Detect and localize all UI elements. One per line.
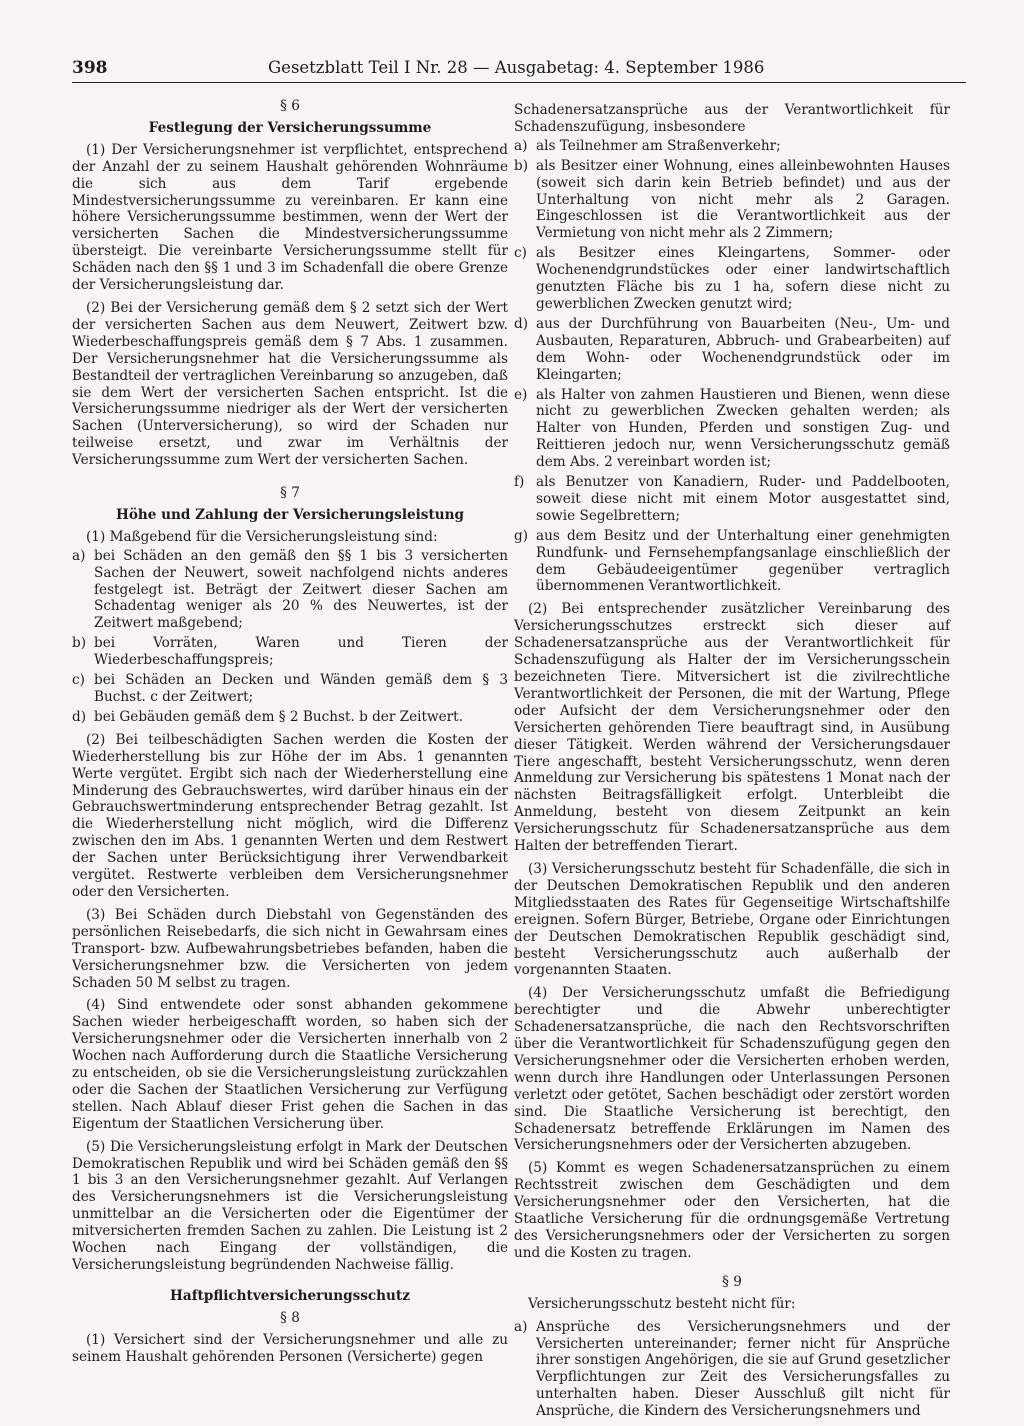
liability-heading: Haftpflichtversicherungsschutz: [170, 1287, 410, 1304]
section-9-list: [514, 1319, 950, 1420]
section-7-list: [72, 548, 508, 726]
section-8-paragraph-5: (5) Kommt es wegen Schadenersatzansprüchen zu einem Rechtsstreit zwischen dem Geschädigten und dem Versicherungsnehmer oder den Versicherten, hat die Staatliche Versicherung für die ordnungsgemäße Vertretung des Versicherungsnehmers oder der Versicherten zu sorgen und die Kosten zu tragen.: [514, 1160, 950, 1261]
section-8-list: [514, 138, 950, 596]
section-7-paragraph-2: (2) Bei teilbeschädigten Sachen werden die Kosten der Wiederherstellung bis zur Höhe der im Abs. 1 genannten Werte vergütet. Ergibt sich nach der Wiederherstellung eine Minderung des Gebrauchswertes, wird darüber hinaus ein der Gebrauchswertminderung entsprechender Betrag gezahlt. Ist die Wiederherstellung nicht möglich, wird die Differenz zwischen den im Abs. 1 genannten Werten und dem Restwert der Sachen unter Berücksichtigung ihrer Verwendbarkeit vergütet. Restwerte verbleiben dem Versicherungsnehmer oder den Versicherten.: [72, 731, 508, 900]
right-column: [514, 102, 950, 1426]
section-7-paragraph-3: (3) Bei Schäden durch Diebstahl von Gegenständen des persönlichen Reisebedarfs, die sich nicht in Gewahrsam eines Transport- bzw. Aufbewahrungsbetriebes befanden, haben die Versicherungsnehmer bzw. die Versicherten von jedem Schaden 50 M selbst zu tragen.: [72, 906, 508, 991]
section-8-paragraph-2: (2) Bei entsprechender zusätzlicher Vereinbarung des Versicherungsschutzes erstreckt sich dieser auf Schadenersatzansprüche aus der Verantwortlichkeit für Schadenszufügung als Halter der im Versicherungsschein bezeichneten Tiere. Mitversichert ist die zivilrechtliche Verantwortlichkeit der Personen, die mit der Wartung, Pflege oder Aufsicht der dem Versicherungsnehmer oder den Versicherten gehörenden Tiere beauftragt sind, in Ausübung dieser Tätigkeit. Werden während der Versicherungsdauer Tiere angeschafft, besteht Versicherungsschutz, wenn deren Anmeldung zur Versicherung bis spätestens 1 Monat nach der nächsten Beitragsfälligkeit erfolgt. Unterbleibt die Anmeldung, besteht von diesem Zeitpunkt an kein Versicherungsschutz für Schadenersatzansprüche aus dem Halten der betreffenden Tierart.: [514, 601, 950, 855]
list-item: a) Ansprüche des Versicherungsnehmers und der Versicherten untereinander; ferner nicht für Ansprüche ihrer sonstigen Angehörigen, die sie auf Grund gesetzlicher Verpflichtungen zur Zeit des Versicherungsfalles zu unterhalten haben. Dieser Ausschluß gilt nicht für Ansprüche, die Kindern des Versicherungsnehmers und: [514, 1318, 950, 1420]
section-6-heading: Festlegung der Versicherungssumme: [148, 119, 432, 136]
section-9-number: § 9: [722, 1273, 742, 1290]
section-6-paragraph-1: (1) Der Versicherungsnehmer ist verpflichtet, entsprechend der Anzahl der zu seinem Haushalt gehörenden Wohnräume die sich aus dem Tarif ergebende Mindestversicherungssumme zu vereinbaren. Er kann eine höhere Versicherungssumme bestimmen, wenn der Wert der versicherten Sachen die Mindestversicherungssumme übersteigt. Die vereinbarte Versicherungssumme stellt für Schäden nach den §§ 1 und 3 im Schadenfall die obere Grenze der Versicherungsleistung dar.: [72, 141, 508, 294]
section-7-paragraph-1-intro: (1) Maßgebend für die Versicherungsleistung sind:: [86, 528, 438, 545]
list-item: a) bei Schäden an den gemäß den §§ 1 bis 3 versicherten Sachen der Neuwert, soweit nachfolgend nichts anderes festgelegt ist. Beträgt der Zeitwert dieser Sachen am Schadentag weniger als 20 % des Neuwertes, ist der Zeitwert maßgebend;: [72, 547, 508, 632]
section-8-paragraph-4: (4) Der Versicherungsschutz umfaßt die Befriedigung berechtigter und die Abwehr unberechtigter Schadenersatzansprüche, die nach den Rechtsvorschriften über die Verantwortlichkeit für Schadenszufügung gegen den Versicherungsnehmer oder die Versicherten erhoben werden, wenn durch ihre Handlungen oder Unterlassungen Personen verletzt oder getötet, Sachen beschädigt oder zerstört worden sind. Die Staatliche Versicherung ist berechtigt, den Schadenersatz betreffende Erklärungen im Namen des Versicherungsnehmers oder der Versicherten abzugeben.: [514, 985, 950, 1154]
section-6-paragraph-2: (2) Bei der Versicherung gemäß dem § 2 setzt sich der Wert der versicherten Sachen aus dem Neuwert, Zeitwert bzw. Wiederbeschaffungspreis gemäß dem § 7 Abs. 1 zusammen. Der Versicherungsnehmer hat die Versicherungssumme als Bestandteil der vertraglichen Vereinbarung so anzugeben, daß sie dem Wert der versicherten Sachen entspricht. Ist die Versicherungssumme niedriger als der Wert der versicherten Sachen (Unterversicherung), so wird der Schaden nur teilweise ersetzt, und zwar im Verhältnis der Versicherungssumme zum Wert der versicherten Sachen.: [72, 299, 508, 469]
section-7-number: § 7: [280, 485, 300, 502]
section-8-paragraph-3: (3) Versicherungsschutz besteht für Schadenfälle, die sich in der Deutschen Demokratischen Republik und den anderen Mitgliedsstaaten des Rates für Gegenseitige Wirtschaftshilfe ereignen. Sofern Bürger, Betriebe, Organe oder Einrichtungen der Deutschen Demokratischen Republik geschädigt sind, besteht Versicherungsschutz auch außerhalb der vorgenannten Staaten.: [514, 860, 950, 979]
list-item: b) als Besitzer einer Wohnung, eines alleinbewohnten Hauses (soweit sich darin kein Betrieb befindet) und aus der Unterhaltung von nicht mehr als 2 Garagen. Eingeschlossen ist die Verantwortlichkeit aus der Vermietung von nicht mehr als 2 Zimmern;: [514, 157, 950, 242]
list-item: d) aus der Durchführung von Bauarbeiten (Neu-, Um- und Ausbauten, Reparaturen, Abbruch- und Grabearbeiten) auf dem Wohn- oder Wochenendgrundstück oder im Kleingarten;: [514, 315, 950, 383]
list-item: g) aus dem Besitz und der Unterhaltung einer genehmigten Rundfunk- und Fernsehempfangsanlage einschließlich der dem Gebäudeeigentümer gegenüber vertraglich übernommenen Verantwortlichkeit.: [514, 527, 950, 595]
gazette-title: Gesetzblatt Teil I Nr. 28 — Ausgabetag: 4. September 1986: [268, 58, 765, 77]
list-item: d) bei Gebäuden gemäß dem § 2 Buchst. b der Zeitwert.: [72, 708, 463, 725]
section-7-heading: Höhe und Zahlung der Versicherungsleistung: [115, 506, 464, 523]
section-7-paragraph-5: (5) Die Versicherungsleistung erfolgt in Mark der Deutschen Demokratischen Republik und wird bei Schäden gemäß den §§ 1 bis 3 an den Versicherungsnehmer gezahlt. Auf Verlangen des Versicherungsnehmers ist die Versicherungsleistung unmittelbar an die Versicherten oder die Eigentümer der mitversicherten fremden Sachen zu zahlen. Die Leistung ist 2 Wochen nach Eingang der vollständigen, die Versicherungsleistung begründenden Nachweise fällig.: [72, 1138, 508, 1273]
list-item: e) als Halter von zahmen Haustieren und Bienen, wenn diese nicht zu gewerblichen Zwecken gehalten werden; als Halter von Hunden, Pferden und sonstigen Zug- und Reittieren jedoch nur, wenn Versicherungsschutz gemäß dem Abs. 2 vereinbart worden ist;: [514, 386, 950, 471]
page-header: [72, 58, 966, 83]
list-item: a) als Teilnehmer am Straßenverkehr;: [514, 137, 781, 154]
list-item: c) als Besitzer eines Kleingartens, Sommer- oder Wochenendgrundstückes oder einer landwirtschaftlich genutzten Fläche bis zu 1 ha, sofern diese nicht zu gewerblichen Zwecken genutzt wird;: [514, 245, 950, 312]
section-8-paragraph-1-continued: Schadenersatzansprüche aus der Verantwortlichkeit für Schadenszufügung, insbesondere: [514, 102, 950, 135]
section-6-number: § 6: [280, 98, 300, 114]
section-8-number: § 8: [280, 1309, 300, 1326]
list-item: c) bei Schäden an Decken und Wänden gemäß dem § 3 Buchst. c der Zeitwert;: [72, 672, 508, 705]
section-8-paragraph-1-start: (1) Versichert sind der Versicherungsnehmer und alle zu seinem Haushalt gehörenden Personen (Versicherte) gegen: [72, 1331, 508, 1365]
section-7-paragraph-4: (4) Sind entwendete oder sonst abhanden gekommene Sachen wieder herbeigeschafft worden, so haben sich der Versicherungsnehmer oder die Versicherten innerhalb von 2 Wochen nach Aufforderung durch die Staatliche Versicherung zu entscheiden, ob sie die Versicherungsleistung zurückzahlen oder die Sachen der Staatlichen Versicherung zur Verfügung stellen. Nach Ablauf dieser Frist gehen die Sachen in das Eigentum der Staatlichen Versicherung über.: [72, 997, 508, 1132]
list-item: b) bei Vorräten, Waren und Tieren der Wiederbeschaffungspreis;: [72, 635, 508, 669]
page-number: 398: [72, 58, 108, 78]
left-column: [72, 98, 508, 1372]
section-9-intro: Versicherungsschutz besteht nicht für:: [528, 1295, 796, 1312]
list-item: f) als Benutzer von Kanadiern, Ruder- und Paddelbooten, soweit diese nicht mit einem Motor ausgestattet sind, sowie Segelbrettern;: [514, 474, 950, 524]
